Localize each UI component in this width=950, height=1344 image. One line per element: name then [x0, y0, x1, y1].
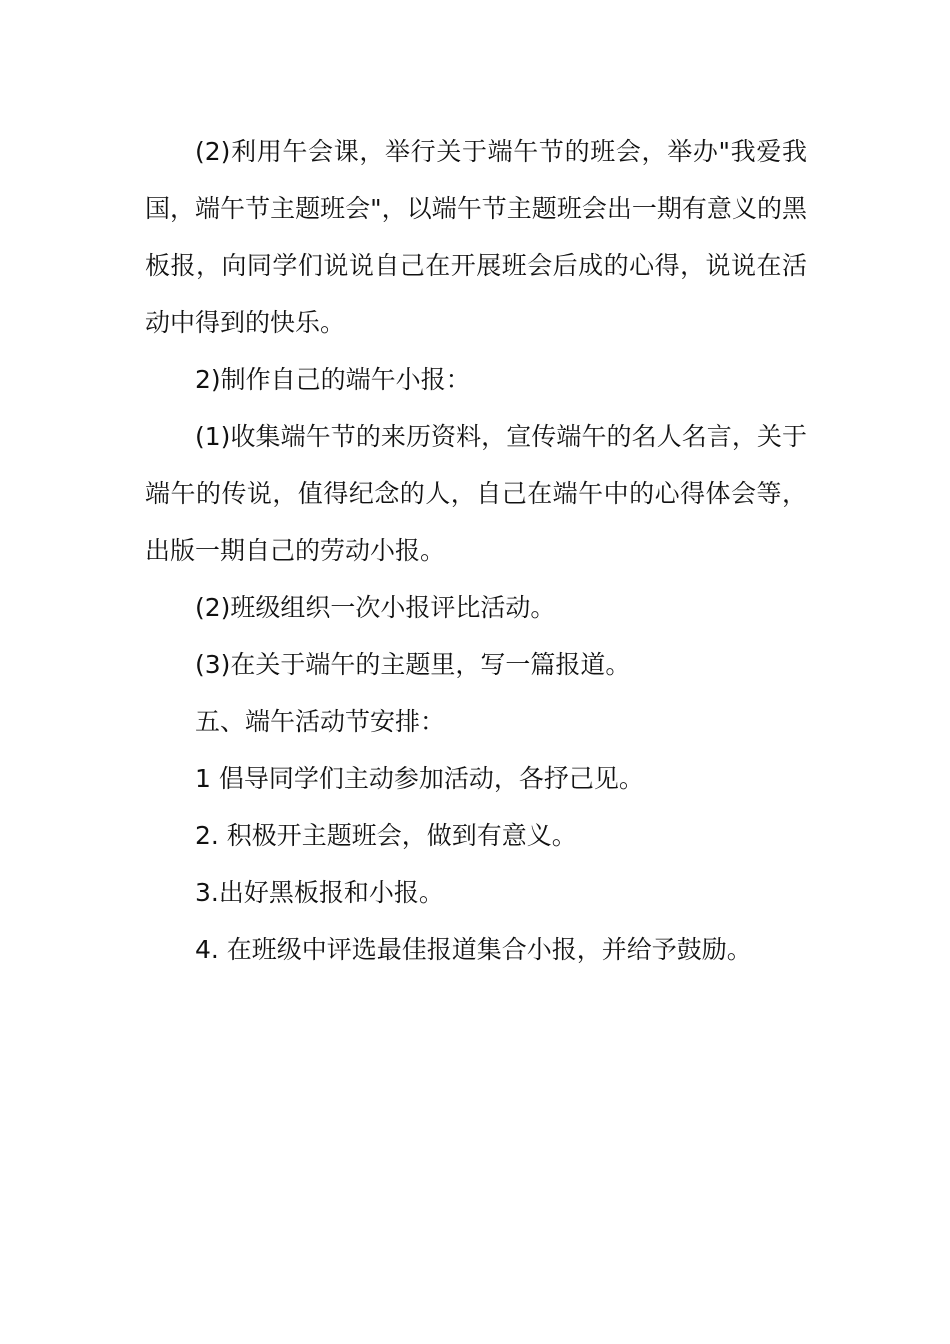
list-item-4: 4. 在班级中评选最佳报道集合小报，并给予鼓励。: [195, 935, 752, 964]
document-body: [145, 123, 807, 978]
list-item-2: 2. 积极开主题班会，做到有意义。: [195, 821, 577, 850]
paragraph-make-newspaper: 2)制作自己的端午小报：: [195, 365, 471, 394]
list-item-3: 3.出好黑板报和小报。: [195, 878, 444, 907]
section-heading-arrangement: 五、端午活动节安排：: [195, 707, 446, 736]
paragraph-collect-materials: (1)收集端午节的来历资料，宣传端午的名人名言，关于端午的传说，值得纪念的人，自己在端午中的心得体会等，出版一期自己的劳动小报。: [145, 422, 807, 565]
paragraph-write-report: (3)在关于端午的主题里，写一篇报道。: [195, 650, 631, 679]
list-item-1: 1 倡导同学们主动参加活动，各抒己见。: [195, 764, 644, 793]
paragraph-class-meeting: (2)利用午会课，举行关于端午节的班会，举办"我爱我国，端午节主题班会"，以端午节主题班会出一期有意义的黑板报，向同学们说说自己在开展班会后成的心得，说说在活动中得到的快乐。: [145, 137, 807, 337]
paragraph-newspaper-contest: (2)班级组织一次小报评比活动。: [195, 593, 556, 622]
